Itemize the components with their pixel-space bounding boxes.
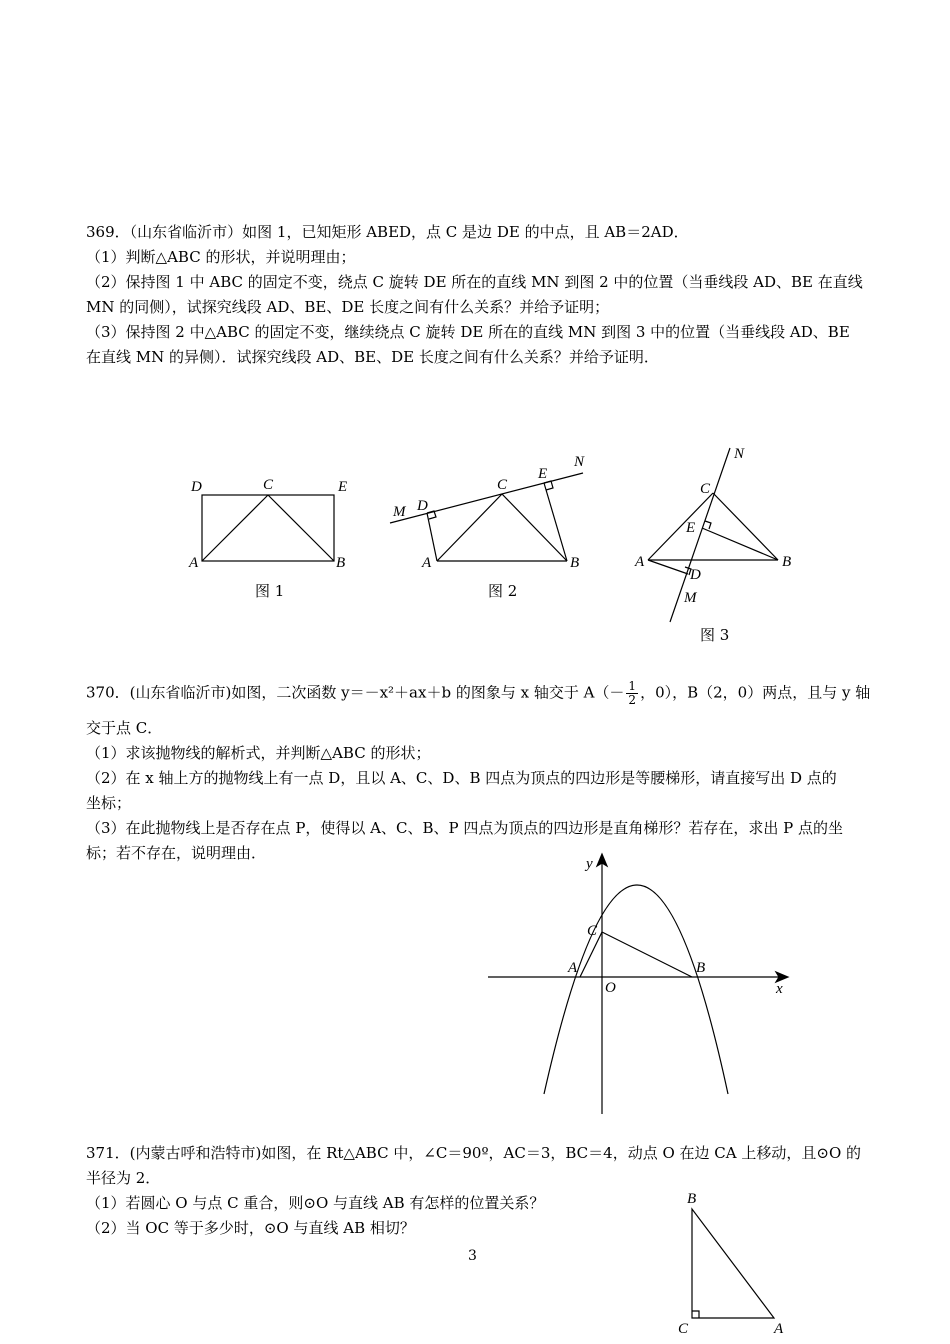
figure-2	[385, 450, 600, 580]
segment-bc	[713, 493, 778, 560]
fraction-numerator: 1	[628, 679, 637, 693]
label-c: C	[700, 481, 711, 497]
p370-line-3: （1）求该抛物线的解析式，并判断△ABC 的形状；	[86, 744, 431, 762]
label-e: E	[686, 520, 696, 536]
p371-line-3: （1）若圆心 O 与点 C 重合，则⊙O 与直线 AB 有怎样的位置关系？	[86, 1194, 545, 1212]
segment-ad	[648, 560, 688, 574]
label-b: B	[336, 555, 346, 571]
label-b: B	[782, 554, 792, 570]
figure-3	[630, 440, 805, 630]
label-d: D	[690, 567, 701, 583]
p370-line-1-start: 370．(山东省临沂市)如图，二次函数 y＝－x²＋ax＋b 的图象与 x 轴交于 A（－	[86, 683, 625, 702]
p371-line-4: （2）当 OC 等于多少时，⊙O 与直线 AB 相切？	[86, 1219, 415, 1237]
p370-line-4: （2）在 x 轴上方的抛物线上有一点 D，且以 A、C、D、B 四点为顶点的四边形是等腰梯形，请直接写出 D 点的	[86, 769, 837, 787]
segment-be	[702, 528, 778, 560]
right-angle-c	[692, 1311, 699, 1318]
label-m: M	[393, 504, 406, 520]
label-n: N	[734, 446, 745, 462]
p369-line-3: （2）保持图 1 中 ABC 的固定不变，绕点 C 旋转 DE 所在的直线 MN 到图 2 中的位置（当垂线段 AD、BE 在直线	[86, 273, 863, 291]
figure-3-caption: 图 3	[700, 626, 730, 644]
label-e: E	[338, 479, 348, 495]
label-a: A	[189, 555, 199, 571]
segment-cb	[602, 932, 692, 977]
line-mn	[670, 448, 730, 622]
segment-ad	[427, 513, 437, 561]
p371-line-2: 半径为 2．	[86, 1169, 161, 1187]
label-x: x	[776, 981, 783, 997]
segment-ac	[437, 494, 502, 561]
label-b: B	[696, 960, 706, 976]
p370-line-6: （3）在此抛物线上是否存在点 P，使得以 A、C、B、P 四点为顶点的四边形是直角梯形？若存在，求出 P 点的坐	[86, 819, 843, 837]
figure-1-caption: 图 1	[255, 582, 285, 600]
label-y: y	[586, 856, 593, 872]
page-number: 3	[468, 1248, 477, 1264]
label-b: B	[687, 1191, 697, 1207]
p369-line-5: （3）保持图 2 中△ABC 的固定不变，继续绕点 C 旋转 DE 所在的直线 MN 到图 3 中的位置（当垂线段 AD、BE	[86, 323, 850, 341]
right-triangle-figure	[670, 1185, 800, 1344]
p371-line-1: 371．(内蒙古呼和浩特市)如图，在 Rt△ABC 中，∠C＝90º，AC＝3，BC＝4，动点 O 在边 CA 上移动，且⊙O 的	[86, 1144, 862, 1162]
label-a: A	[568, 960, 578, 976]
parabola-curve	[544, 885, 728, 1094]
figure-1	[180, 468, 360, 578]
p369-line-2: （1）判断△ABC 的形状，并说明理由；	[86, 248, 356, 266]
label-a: A	[635, 554, 645, 570]
p369-line-1: 369．（山东省临沂市）如图 1，已知矩形 ABED，点 C 是边 DE 的中点，且 AB＝2AD．	[86, 223, 689, 241]
label-d: D	[191, 479, 202, 495]
fraction-denominator: 2	[628, 693, 637, 707]
label-n: N	[574, 454, 585, 470]
label-a: A	[422, 555, 432, 571]
label-c: C	[497, 477, 508, 493]
label-m: M	[684, 590, 697, 606]
segment-bc	[268, 495, 334, 561]
label-a: A	[774, 1321, 784, 1337]
parabola-graph	[480, 848, 800, 1118]
p370-line-5: 坐标；	[86, 794, 132, 812]
label-o: O	[605, 980, 616, 996]
segment-ac	[202, 495, 268, 561]
p370-line-2: 交于点 C．	[86, 719, 163, 737]
label-c: C	[587, 923, 598, 939]
label-c: C	[263, 477, 274, 493]
p370-line-1	[86, 680, 870, 707]
rectangle-abed	[202, 495, 334, 561]
fraction-one-half	[626, 680, 638, 707]
p370-line-1-end: ，0），B（2，0）两点，且与 y 轴	[640, 683, 871, 702]
label-b: B	[570, 555, 580, 571]
p369-line-6: 在直线 MN 的异侧）．试探究线段 AD、BE、DE 长度之间有什么关系？并给予证明．	[86, 348, 659, 366]
p369-line-4: MN 的同侧），试探究线段 AD、BE、DE 长度之间有什么关系？并给予证明；	[86, 298, 610, 316]
figure-2-caption: 图 2	[488, 582, 518, 600]
label-c: C	[678, 1321, 689, 1337]
p370-line-7: 标；若不存在，说明理由．	[86, 844, 267, 862]
right-angle-e	[705, 521, 711, 529]
triangle-abc	[692, 1209, 774, 1318]
label-d: D	[417, 498, 428, 514]
label-e: E	[538, 466, 548, 482]
